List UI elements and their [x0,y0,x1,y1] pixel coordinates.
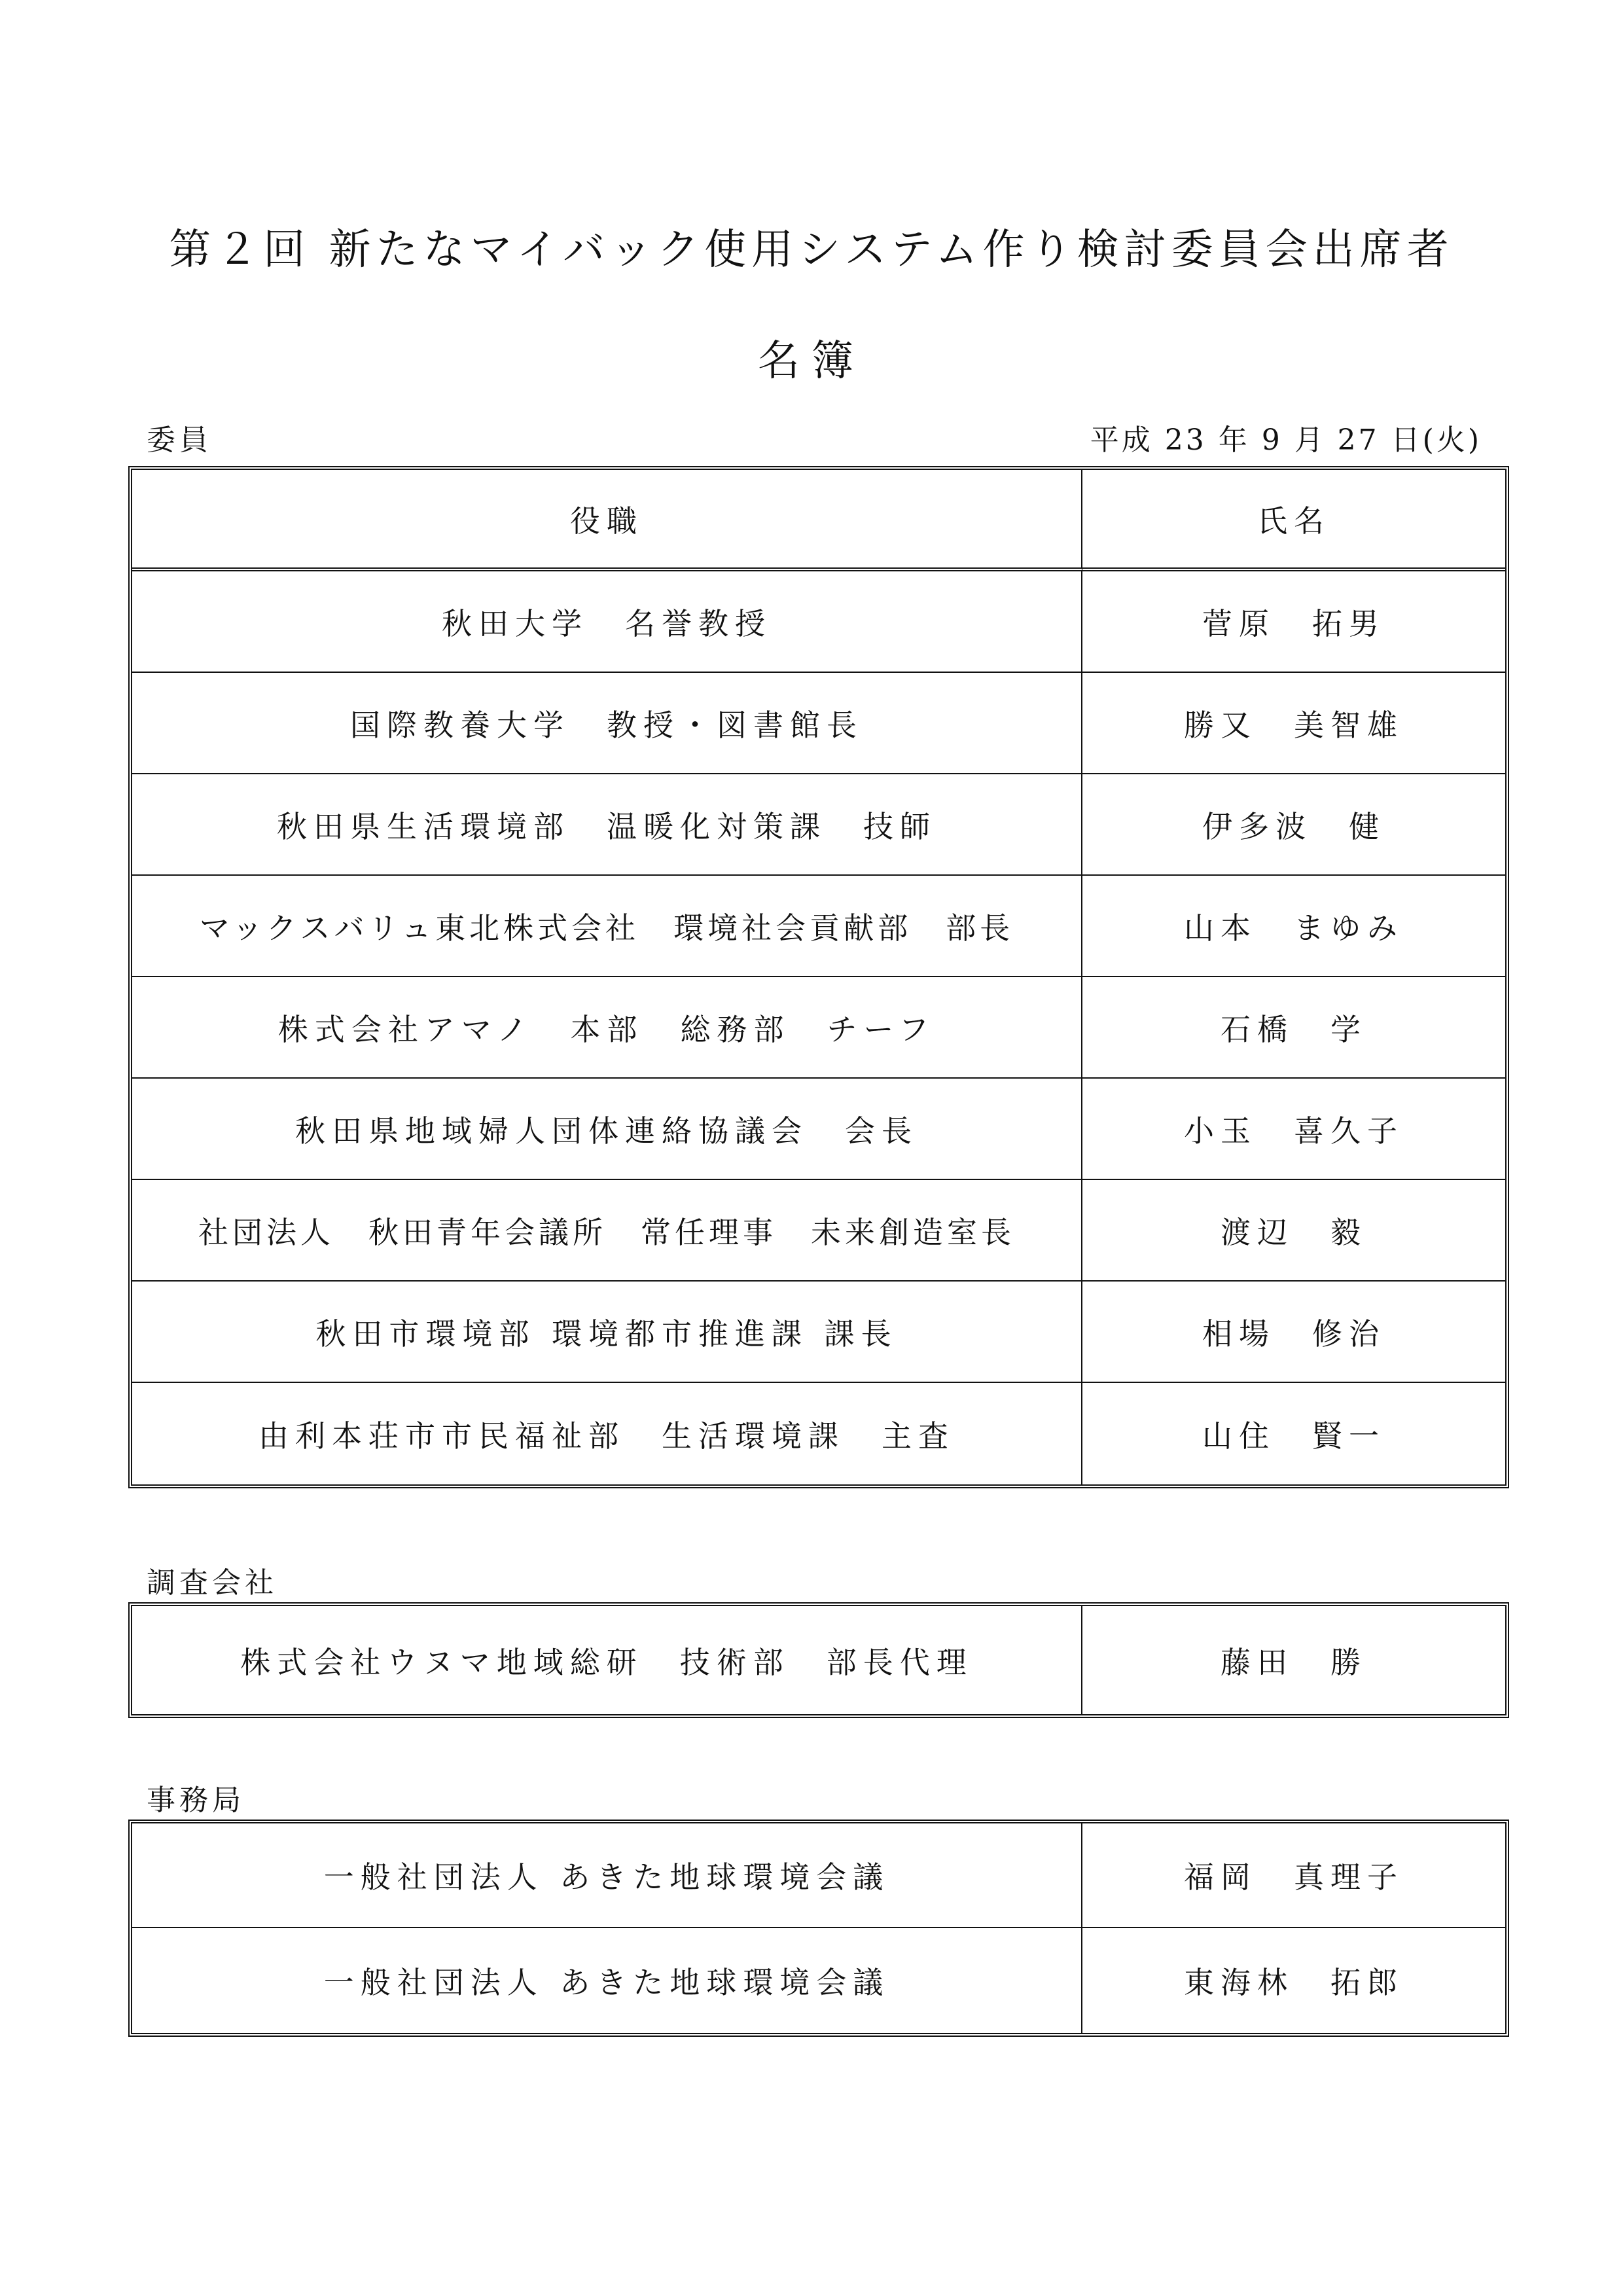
role-cell: 国際教養大学 教授・図書館長 [132,673,1082,774]
meeting-date: 平成 23 年 9 月 27 日(火) [1090,423,1482,457]
table-row [132,1079,1505,1180]
table-row [132,876,1505,977]
table-row [132,1606,1505,1714]
role-cell: 株式会社ウヌマ地域総研 技術部 部長代理 [132,1606,1082,1714]
role-column-header: 役職 [132,470,1082,571]
table-row [132,673,1505,774]
role-cell: 社団法人 秋田青年会議所 常任理事 未来創造室長 [132,1180,1082,1282]
name-cell: 伊多波 健 [1082,774,1505,876]
members-table [128,466,1509,1488]
role-cell: 株式会社アマノ 本部 総務部 チーフ [132,977,1082,1079]
role-cell: 由利本荘市市民福祉部 生活環境課 主査 [132,1383,1082,1484]
name-cell: 山住 賢一 [1202,1418,1385,1454]
members-section-label: 委員 [147,423,212,457]
name-cell: 勝又 美智雄 [1082,673,1505,774]
name-cell: 渡辺 毅 [1082,1180,1505,1282]
name-cell: 福岡 真理子 [1082,1823,1505,1928]
role-cell: 秋田県地域婦人団体連絡協議会 会長 [132,1079,1082,1180]
role-cell: 秋田県生活環境部 温暖化対策課 技師 [132,774,1082,876]
role-cell: 秋田大学 名誉教授 [132,571,1082,673]
name-cell: 山本 まゆみ [1082,876,1505,977]
role-cell: 秋田市環境部 環境都市推進課 課長 [132,1282,1082,1383]
name-cell: 東海林 拓郎 [1184,1965,1404,2000]
table-row [132,571,1505,673]
name-column-header: 氏名 [1082,470,1505,571]
table-row [132,1383,1505,1484]
name-cell: 石橋 学 [1082,977,1505,1079]
table-row [132,1928,1505,2033]
name-cell: 小玉 喜久子 [1082,1079,1505,1180]
consultant-table [128,1602,1509,1718]
role-cell: 一般社団法人 あきた地球環境会議 [132,1823,1082,1928]
role-cell: マックスバリュ東北株式会社 環境社会貢献部 部長 [132,876,1082,977]
name-cell: 藤田 勝 [1221,1644,1367,1680]
table-row [132,977,1505,1079]
table-header-row [132,470,1505,571]
name-cell: 相場 修治 [1082,1282,1505,1383]
secretariat-section-label: 事務局 [147,1784,245,1817]
page-subtitle: 名簿 [758,337,865,386]
page-title: 第２回 新たなマイバック使用システム作り検討委員会出席者 [169,226,1454,274]
consultant-section-label: 調査会社 [147,1566,277,1600]
table-row [132,1282,1505,1383]
role-cell: 一般社団法人 あきた地球環境会議 [132,1928,1082,2033]
table-row [132,1180,1505,1282]
secretariat-table [128,1820,1509,2037]
name-cell: 菅原 拓男 [1082,571,1505,673]
table-row [132,774,1505,876]
table-row [132,1823,1505,1928]
